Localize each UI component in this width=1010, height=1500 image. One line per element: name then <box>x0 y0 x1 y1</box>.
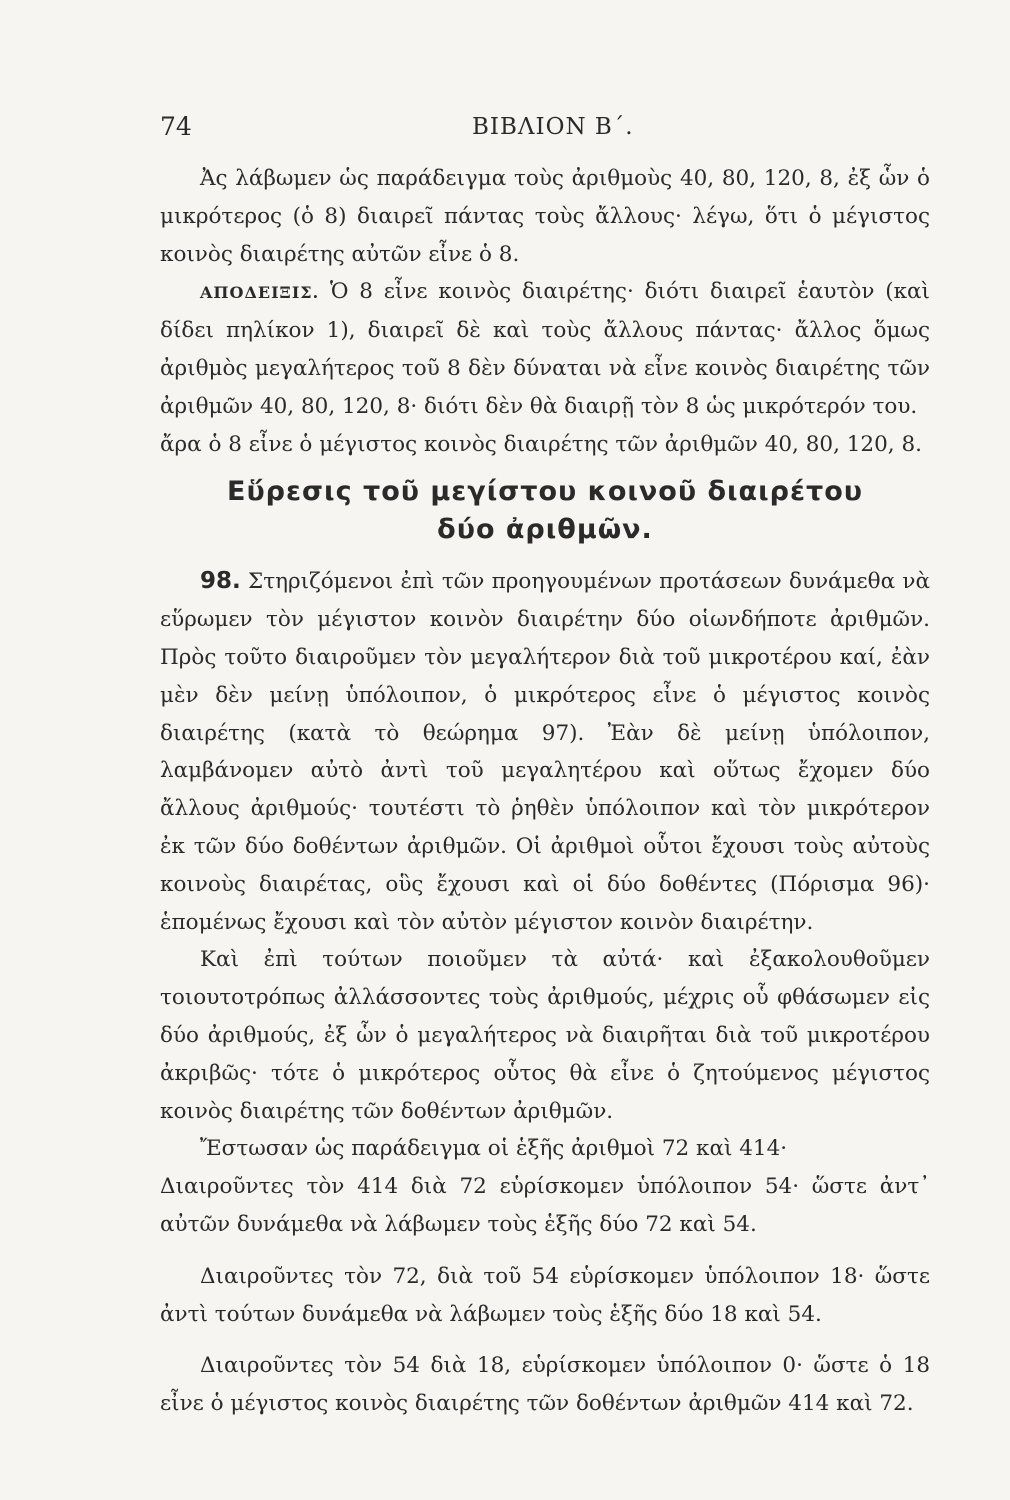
page-header <box>160 112 930 152</box>
page-number: 74 <box>160 112 192 141</box>
section-heading-line2: δύο ἀριθμῶν. <box>437 514 653 546</box>
paragraph-98 <box>160 563 930 941</box>
paragraph-proof <box>160 273 930 425</box>
paragraph-98-text: Στηριζόμενοι ἐπὶ τῶν προηγουμένων προτάσεων δυνάμεθα νὰ εὕρωμεν τὸν μέγιστον κοινὸν διαιρέτην δύο οἱωνδήποτε ἀριθμῶν. Πρὸς τοῦτο διαιροῦμεν τὸν μεγαλήτερον διὰ τοῦ μικροτέρου καί, ἐὰν μὲν δὲν μείνῃ ὑπόλοιπον, ὁ μικρότερος εἶνε ὁ μέγιστος κοινὸς διαιρέτης (κατὰ τὸ θεώρημα 97). Ἐὰν δὲ μείνῃ ὑπόλοιπον, λαμβάνομεν αὐτὸ ἀντὶ τοῦ μεγαλητέρου καὶ οὕτως ἔχομεν δύο ἄλλους ἀριθμούς· τουτέστι τὸ ῥηθὲν ὑπόλοιπον καὶ τὸν μικρότερον ἐκ τῶν δύο δοθέντων ἀριθμῶν. Οἱ ἀριθμοὶ οὗτοι ἔχουσι τοὺς αὐτοὺς κοινοὺς διαιρέτας, οὓς ἔχουσι καὶ οἱ δύο δοθέντες (Πόρισμα 96)· ἑπομένως ἔχουσι καὶ τὸν αὐτὸν μέγιστον κοινὸν διαιρέτην. <box>160 569 930 935</box>
body-text <box>160 160 930 1423</box>
paragraph-step-2: Διαιροῦντες τὸν 72, διὰ τοῦ 54 εὑρίσκομεν ὑπόλοιπον 18· ὥστε ἀντὶ τούτων δυνάμεθα νὰ λάβωμεν τοὺς ἑξῆς δύο 18 καὶ 54. <box>160 1263 930 1327</box>
paragraph-example-intro: Ἔστωσαν ὡς παράδειγμα οἱ ἑξῆς ἀριθμοὶ 72 καὶ 414· <box>200 1136 788 1162</box>
section-heading <box>160 473 930 549</box>
section-number: 98. <box>200 568 241 595</box>
paragraph-step-3: Διαιροῦντες τὸν 54 διὰ 18, εὑρίσκομεν ὑπόλοιπον 0· ὥστε ὁ 18 εἶνε ὁ μέγιστος κοινὸς διαιρέτης τῶν δοθέντων ἀριθμῶν 414 καὶ 72. <box>160 1353 930 1417</box>
paragraph-example: Ἀς λάβωμεν ὡς παράδειγμα τοὺς ἀριθμοὺς 40, 80, 120, 8, ἐξ ὧν ὁ μικρότερος (ὁ 8) διαιρεῖ πάντας τοὺς ἄλλους· λέγω, ὅτι ὁ μέγιστος κοινὸς διαιρέτης αὐτῶν εἶνε ὁ 8. <box>160 166 930 267</box>
paragraph-step-1: Διαιροῦντες τὸν 414 διὰ 72 εὑρίσκομεν ὑπόλοιπον 54· ὥστε ἀντ᾽ αὐτῶν δυνάμεθα νὰ λάβωμεν τοὺς ἑξῆς δύο 72 καὶ 54. <box>160 1174 930 1237</box>
proof-label: ΑΠΟΔΕΙΞΙΣ. <box>200 283 320 303</box>
paragraph-method: Καὶ ἐπὶ τούτων ποιοῦμεν τὰ αὐτά· καὶ ἐξακολουθοῦμεν τοιουτοτρόπως ἀλλάσσοντες τοὺς ἀριθμούς, μέχρις οὗ φθάσωμεν εἰς δύο ἀριθμούς, ἐξ ὧν ὁ μεγαλήτερος νὰ διαιρῆται διὰ τοῦ μικροτέρου ἀκριβῶς· τότε ὁ μικρότερος οὗτος θὰ εἶνε ὁ ζητούμενος μέγιστος κοινὸς διαιρέτης τῶν δοθέντων ἀριθμῶν. <box>160 947 930 1124</box>
running-title: ΒΙΒΛΙΟΝ Β΄. <box>472 114 634 140</box>
paragraph-conclusion: ἄρα ὁ 8 εἶνε ὁ μέγιστος κοινὸς διαιρέτης τῶν ἀριθμῶν 40, 80, 120, 8. <box>160 431 922 457</box>
proof-text: Ὁ 8 εἶνε κοινὸς διαιρέτης· διότι διαιρεῖ ἑαυτὸν (καὶ δίδει πηλίκον 1), διαιρεῖ δὲ καὶ τοὺς ἄλλους πάντας· ἄλλος ὅμως ἀριθμὸς μεγαλήτερος τοῦ 8 δὲν δύναται νὰ εἶνε κοινὸς διαιρέτης τῶν ἀριθμῶν 40, 80, 120, 8· διότι δὲν θὰ διαιρῇ τὸν 8 ὡς μικρότερόν του. <box>160 279 930 419</box>
section-heading-line1: Εὕρεσις τοῦ μεγίστου κοινοῦ διαιρέτου <box>227 476 863 508</box>
